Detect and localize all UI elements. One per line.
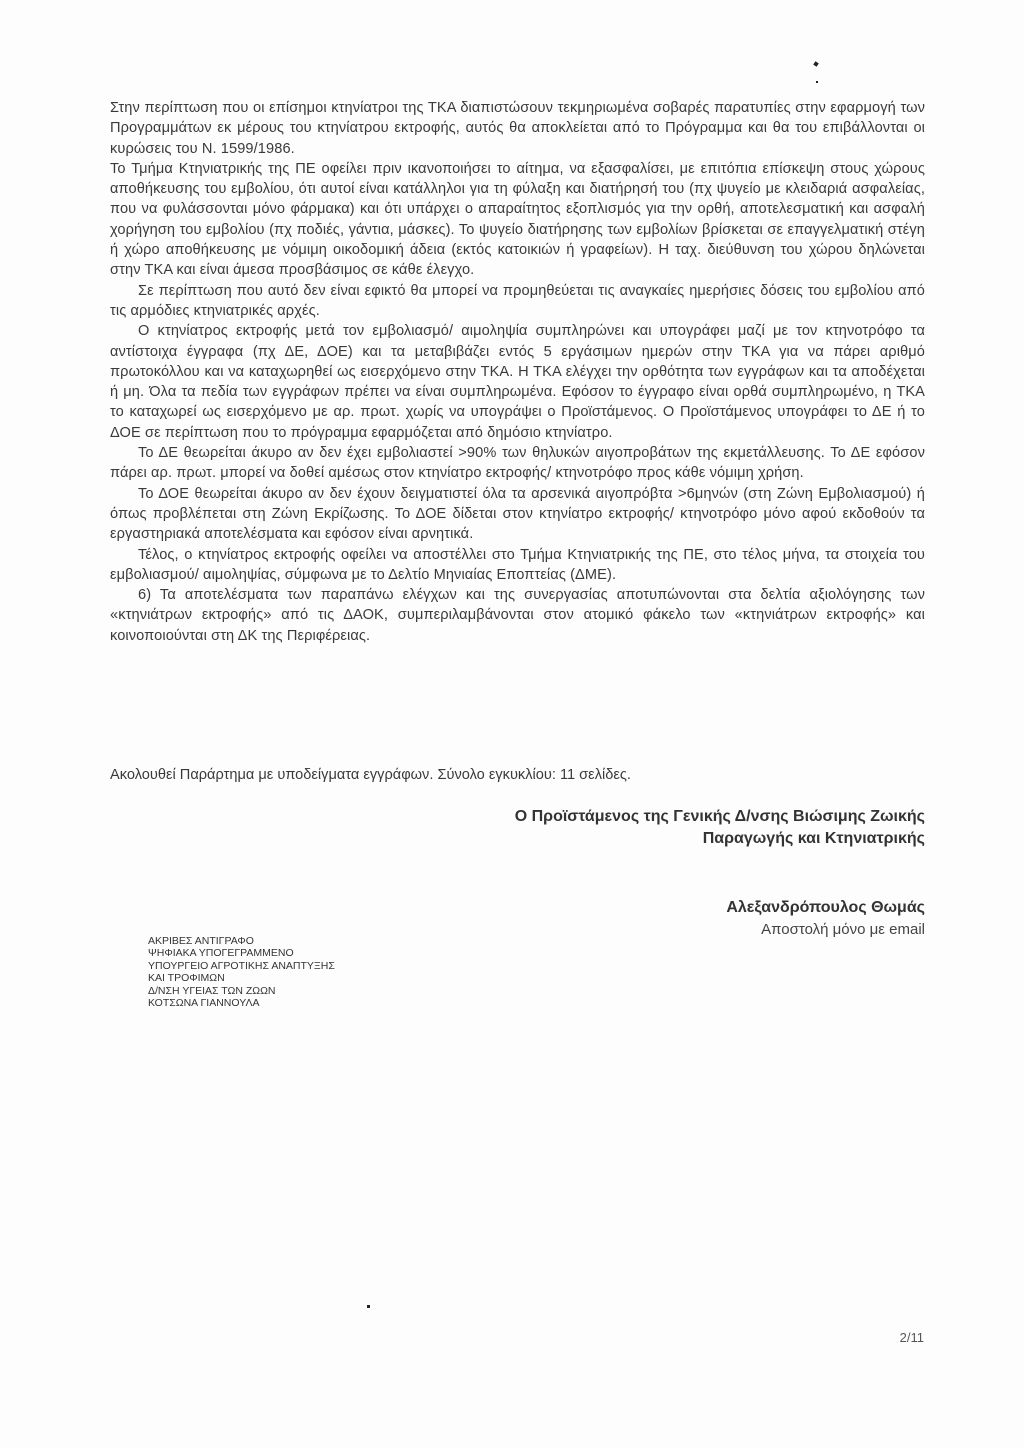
- scan-speck: [367, 1305, 370, 1308]
- delivery-note: Αποστολή μόνο με email: [761, 921, 925, 938]
- closing-line: Ακολουθεί Παράρτημα με υποδείγματα εγγράφων. Σύνολο εγκυκλίου: 11 σελίδες.: [110, 767, 631, 783]
- paragraph: Σε περίπτωση που αυτό δεν είναι εφικτό θα μπορεί να προμηθεύεται τις αναγκαίες ημερήσιες δόσεις του εμβολίου από τις αρμόδιες κτηνιατρικές αρχές.: [110, 282, 925, 319]
- paragraph: Το ΔΕ θεωρείται άκυρο αν δεν έχει εμβολιαστεί >90% των θηλυκών αιγοπροβάτων της εκμετάλλευσης. Το ΔΕ εφόσον πάρει αρ. πρωτ. μπορεί να δοθεί αμέσως στον κτηνίατρο εκτροφής/ κτηνοτρόφο προς κάθε νόμιμη χρήση.: [110, 445, 925, 482]
- paragraph: Τέλος, ο κτηνίατρος εκτροφής οφείλει να αποστέλλει στο Τμήμα Κτηνιατρικής της ΠΕ, στο τέλος μήνα, τα στοιχεία του εμβολιασμού/ αιμοληψίας, σύμφωνα με το Δελτίο Μηνιαίας Εποπτείας (ΔΜΕ).: [110, 546, 925, 583]
- page-number: 2/11: [899, 1330, 924, 1345]
- stamp-line: ΚΟΤΣΩΝΑ ΓΙΑΝΝΟΥΛΑ: [148, 997, 260, 1010]
- signature-title-line: Ο Προϊστάμενος της Γενικής Δ/νσης Βιώσιμης Ζωικής: [514, 808, 925, 825]
- body-text: [110, 98, 925, 646]
- stamp-line: Δ/ΝΣΗ ΥΓΕΙΑΣ ΤΩΝ ΖΩΩΝ: [148, 984, 276, 997]
- paragraph: Ο κτηνίατρος εκτροφής μετά τον εμβολιασμό/ αιμοληψία συμπληρώνει και υπογράφει μαζί με τον κτηνοτρόφο τα αντίστοιχα έγγραφα (πχ ΔΕ, ΔΟΕ) και τα μεταβιβάζει εντός 5 εργάσιμων ημερών στην ΤΚΑ για να πάρει αριθμό πρωτοκόλλου και να καταχωρηθεί ως εισερχόμενο στην ΤΚΑ. Η ΤΚΑ ελέγχει την ορθότητα των εγγράφων και τα αποδέχεται ή μη. Όλα τα πεδία των εγγράφων πρέπει να είναι συμπληρωμένα. Εφόσον το έγγραφο είναι ορθά συμπληρωμένο, η ΤΚΑ το καταχωρεί ως εισερχόμενο με αρ. πρωτ. χωρίς να υπογράψει ο Προϊστάμενος. Ο Προϊστάμενος υπογράφει το ΔΕ ή το ΔΟΕ σε περίπτωση που το πρόγραμμα εφαρμόζεται από δημόσιο κτηνίατρο.: [110, 323, 925, 441]
- paragraph: 6) Τα αποτελέσματα των παραπάνω ελέγχων και της συνεργασίας αποτυπώνονται στα δελτία αξιολόγησης των «κτηνιάτρων εκτροφής» από τις ΔΑΟΚ, συμπεριλαμβάνονται στον ατομικό φάκελο των «κτηνιάτρων εκτροφής» και κοινοποιούνται στη ΔΚ της Περιφέρειας.: [110, 587, 925, 644]
- signature-title: [365, 806, 925, 850]
- paragraph: Το ΔΟΕ θεωρείται άκυρο αν δεν έχουν δειγματιστεί όλα τα αρσενικά αιγοπρόβτα >6μηνών (στη Ζώνη Εμβολιασμού) ή όπως προβλέπεται στη Ζώνη Εκρίζωσης. Το ΔΟΕ δίδεται στον κτηνίατρο εκτροφής/ κτηνοτρόφο μόνο αφού εκδοθούν τα εργαστηριακά αποτελέσματα και εφόσον είναι αρνητικά.: [110, 485, 925, 543]
- paragraph: Το Τμήμα Κτηνιατρικής της ΠΕ οφείλει πριν ικανοποιήσει το αίτημα, να εξασφαλίσει, με επιτόπια επίσκεψη στους χώρους αποθήκευσης του εμβολίου, ότι αυτοί είναι κατάλληλοι για τη φύλαξη και διατήρησή του (πχ ψυγείο με κλειδαριά ασφαλείας, που να φυλάσσονται μόνο φάρμακα) και ότι υπάρχει ο απαραίτητος εξοπλισμός για την ορθή, αποτελεσματική και ασφαλή χορήγηση του εμβολίου (πχ ποδιές, γάντια, μάσκες). Το ψυγείο διατήρησης των εμβολίων βρίσκεται σε επαγγελματική στέγη ή χώρο αποθήκευσης με νόμιμη οικοδομική άδεια (εκτός κατοικιών ή γραφείων). Η ταχ. διεύθυνση του χώρου δηλώνεται στην ΤΚΑ και είναι άμεσα προσβάσιμος σε κάθε έλεγχο.: [110, 160, 925, 279]
- paragraph: Στην περίπτωση που οι επίσημοι κτηνίατροι της ΤΚΑ διαπιστώσουν τεκμηριωμένα σοβαρές παρατυπίες στην εφαρμογή των Προγραμμάτων εκ μέρους του κτηνίατρου εκτροφής, αυτός θα αποκλείεται από το Πρόγραμμα και θα του επιβάλλονται οι κυρώσεις του Ν. 1599/1986.: [110, 100, 925, 157]
- scan-speck: [816, 81, 818, 83]
- stamp-line: ΨΗΦΙΑΚΑ ΥΠΟΓΕΓΡΑΜΜΕΝΟ: [148, 947, 294, 960]
- stamp-line: ΥΠΟΥΡΓΕΙΟ ΑΓΡΟΤΙΚΗΣ ΑΝΑΠΤΥΞΗΣ: [148, 959, 335, 972]
- scan-speck: [813, 61, 819, 67]
- certified-copy-stamp: [148, 935, 408, 1009]
- signatory-name: Αλεξανδρόπουλος Θωμάς: [726, 899, 925, 916]
- stamp-line: ΑΚΡΙΒΕΣ ΑΝΤΙΓΡΑΦΟ: [148, 935, 254, 947]
- signature-title-line: Παραγωγής και Κτηνιατρικής: [702, 830, 925, 847]
- stamp-line: ΚΑΙ ΤΡΟΦΙΜΩΝ: [148, 972, 225, 985]
